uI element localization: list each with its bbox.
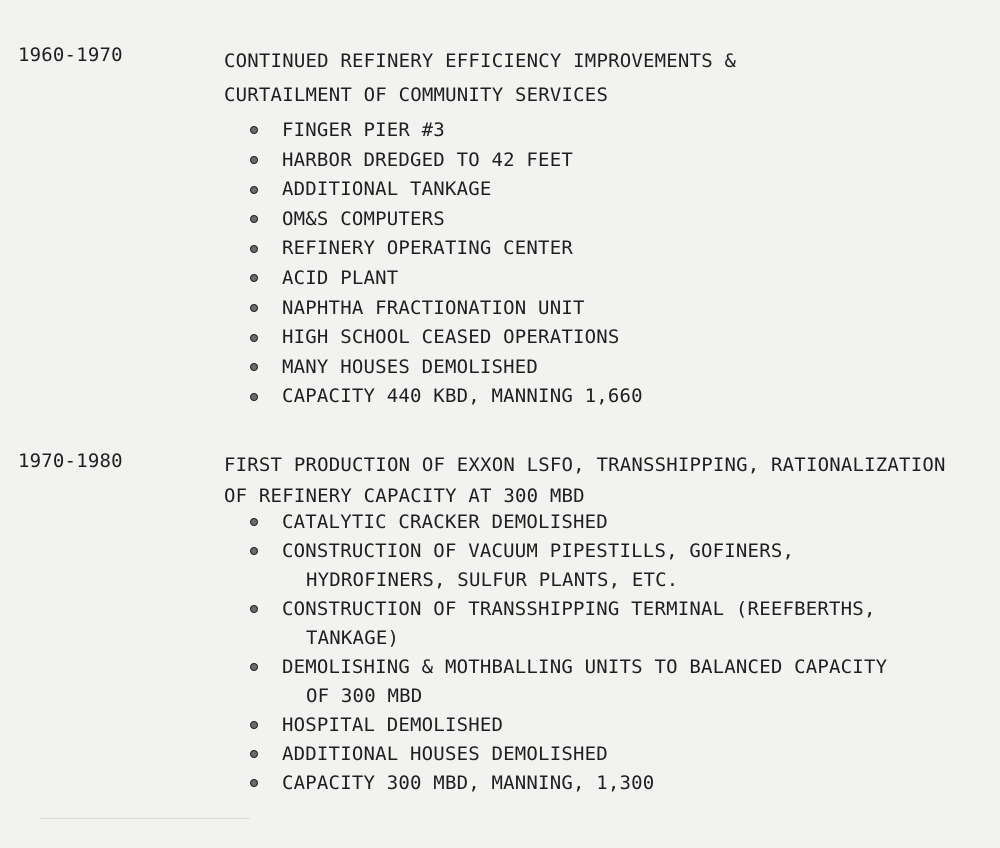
bullet-icon — [250, 663, 258, 671]
list-item-text: DEMOLISHING & MOTHBALLING UNITS TO BALANCED CAPACITY — [282, 656, 888, 678]
list-item — [248, 769, 968, 798]
list-item-text: HARBOR DREDGED TO 42 FEET — [282, 148, 573, 171]
list-item — [248, 353, 968, 383]
list-item-text: ACID PLANT — [282, 266, 399, 289]
list-item — [248, 175, 968, 205]
section-item-list — [248, 116, 968, 412]
list-item — [248, 537, 968, 595]
list-item — [248, 323, 968, 353]
list-item-text-continuation: TANKAGE) — [306, 627, 400, 649]
faint-rule — [40, 818, 250, 819]
list-item-text: REFINERY OPERATING CENTER — [282, 237, 573, 260]
list-item-text: CONSTRUCTION OF TRANSSHIPPING TERMINAL (REEFBERTHS, — [282, 598, 876, 620]
list-item-text: FINGER PIER #3 — [282, 119, 445, 141]
bullet-icon — [250, 245, 258, 253]
bullet-icon — [250, 126, 258, 134]
bullet-icon — [250, 779, 258, 787]
list-item — [248, 146, 968, 176]
section-heading — [224, 44, 736, 112]
list-item-text: HOSPITAL DEMOLISHED — [282, 714, 504, 736]
section-heading-line: CURTAILMENT OF COMMUNITY SERVICES — [224, 84, 609, 106]
list-item — [248, 264, 968, 294]
bullet-icon — [250, 304, 258, 312]
bullet-icon — [250, 274, 258, 282]
list-item-text-continuation: HYDROFINERS, SULFUR PLANTS, ETC. — [306, 569, 679, 591]
list-item — [248, 294, 968, 324]
bullet-icon — [250, 518, 258, 526]
section-heading-line: OF REFINERY CAPACITY AT 300 MBD — [224, 485, 585, 507]
list-item-text: OM&S COMPUTERS — [282, 207, 445, 230]
bullet-icon — [250, 156, 258, 164]
list-item — [248, 653, 968, 711]
bullet-icon — [250, 721, 258, 729]
bullet-icon — [250, 215, 258, 223]
bullet-icon — [250, 334, 258, 342]
list-item-text: ADDITIONAL TANKAGE — [282, 178, 492, 201]
section-heading-line: CONTINUED REFINERY EFFICIENCY IMPROVEMENTS & — [224, 50, 737, 72]
section-years: 1970-1980 — [18, 450, 123, 472]
list-item-text: NAPHTHA FRACTIONATION UNIT — [282, 296, 585, 319]
list-item — [248, 711, 968, 740]
bullet-icon — [250, 750, 258, 758]
bullet-icon — [250, 547, 258, 555]
section-years: 1960-1970 — [18, 44, 123, 66]
list-item — [248, 740, 968, 769]
list-item-text: CAPACITY 440 KBD, MANNING 1,660 — [282, 385, 643, 408]
section-item-list — [248, 508, 968, 798]
bullet-icon — [250, 186, 258, 194]
list-item-text: CONSTRUCTION OF VACUUM PIPESTILLS, GOFINERS, — [282, 540, 795, 562]
section-heading-line: FIRST PRODUCTION OF EXXON LSFO, TRANSSHIPPING, RATIONALIZATION — [224, 454, 946, 476]
bullet-icon — [250, 363, 258, 371]
list-item — [248, 234, 968, 264]
list-item-text: MANY HOUSES DEMOLISHED — [282, 355, 539, 378]
list-item — [248, 382, 968, 412]
section-heading — [224, 450, 946, 512]
list-item-text: ADDITIONAL HOUSES DEMOLISHED — [282, 743, 608, 765]
list-item — [248, 116, 968, 146]
list-item-text: CATALYTIC CRACKER DEMOLISHED — [282, 511, 608, 533]
list-item-text: HIGH SCHOOL CEASED OPERATIONS — [282, 326, 620, 349]
list-item — [248, 595, 968, 653]
list-item-text-continuation: OF 300 MBD — [306, 685, 423, 707]
bullet-icon — [250, 393, 258, 401]
list-item-text: CAPACITY 300 MBD, MANNING, 1,300 — [282, 772, 655, 794]
list-item — [248, 205, 968, 235]
bullet-icon — [250, 605, 258, 613]
list-item — [248, 508, 968, 537]
